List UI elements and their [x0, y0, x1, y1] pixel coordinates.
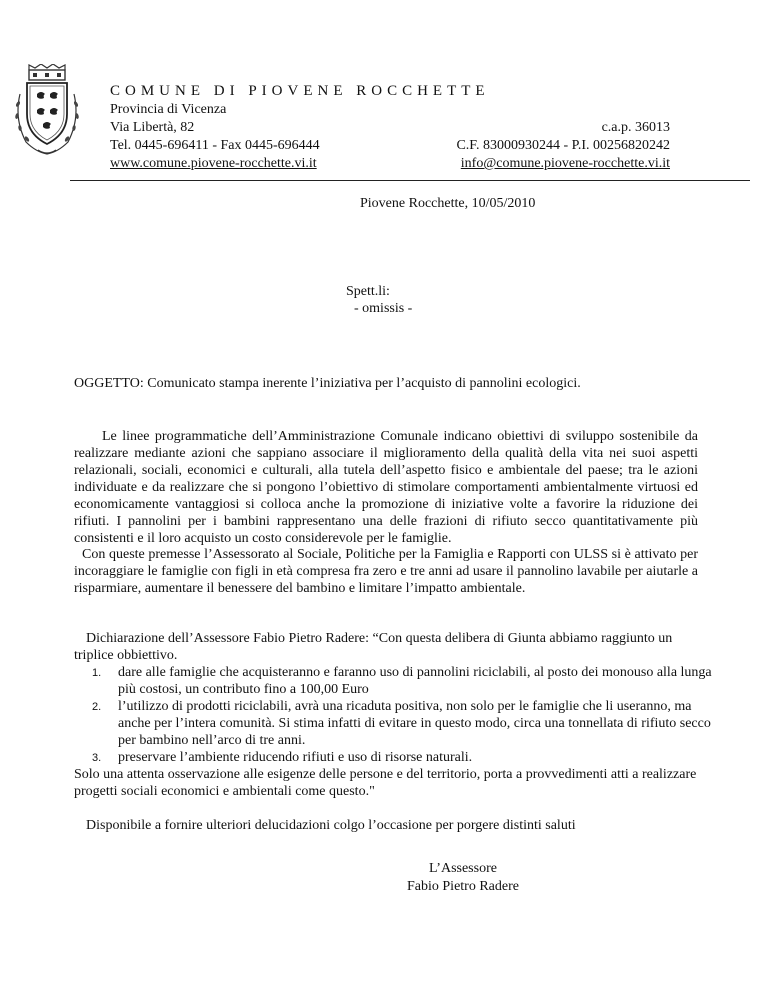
declaration-block [74, 630, 714, 800]
list-item-text: l’utilizzo di prodotti riciclabili, avrà una ricaduta positiva, non solo per le famiglie che li useranno, ma anche per l’intera comunità. Si stima infatti di evitare in questo modo, circa una tonnellata di rifiuto secco per bambino nell’arco di tre anni. [118, 699, 711, 748]
signature-block [398, 860, 528, 896]
province: Provincia di Vicenza [110, 102, 227, 117]
list-item-number: 1. [92, 667, 102, 679]
postal-code: c.a.p. 36013 [601, 120, 670, 135]
declaration-closing: Solo una attenta osservazione alle esigenze delle persone e del territorio, porta a provvedimenti atti a realizzare progetti sociali economici e ambientali come questo." [74, 767, 697, 799]
tax-codes: C.F. 83000930244 - P.I. 00256820242 [456, 138, 670, 153]
recipient-label: Spett.li: [346, 284, 390, 299]
municipality-name: COMUNE DI PIOVENE ROCCHETTE [110, 83, 490, 99]
letterhead-row-1 [110, 101, 670, 119]
closing-greeting: Disponibile a fornire ulteriori delucidazioni colgo l’occasione per porgere distinti saluti [86, 818, 576, 833]
email-link[interactable]: info@comune.piovene-rocchette.vi.it [460, 156, 670, 171]
recipient-name: - omissis - [354, 301, 413, 316]
list-item [74, 698, 714, 749]
list-item-number: 3. [92, 752, 102, 764]
letterhead-row-4 [110, 155, 670, 173]
street-address: Via Libertà, 82 [110, 120, 195, 135]
subject-line: OGGETTO: Comunicato stampa inerente l’iniziativa per l’acquisto di pannolini ecologici. [74, 376, 581, 391]
signatory-role: L’Assessore [429, 861, 497, 876]
letterhead-row-2 [110, 119, 670, 137]
paragraph-2: Con queste premesse l’Assessorato al Sociale, Politiche per la Famiglia e Rapporti con ULSS si è attivato per incoraggiare le famiglie con figli in età compresa fra zero e tre anni ad usare il pannolino lavabile per aiutarle a risparmiare, aumentare il benessere del bambino e limitare l’impatto ambientale. [74, 547, 698, 596]
letterhead-row-3 [110, 137, 670, 155]
municipal-crest-icon [12, 64, 82, 156]
paragraph-1: Le linee programmatiche dell’Amministrazione Comunale indicano obiettivi di sviluppo sostenibile da realizzare mediante azioni che sappiano associare il miglioramento della qualità della vita nei suoi aspetti relazionali, sociali, economici e culturali, alla tutela dell’aspetto fisico e ambientale del paese; tra le azioni individuate e da realizzare che si pongono l’obiettivo di stimolare comportamenti ambientalmente virtuosi ed economicamente vantaggiosi si colloca anche la promozione di iniziative volte a favorire la riduzione dei rifiuti. I pannolini per i bambini rappresentano una delle frazioni di rifiuto secco quantitativamente più consistenti e il loro acquisto un costo considerevole per le famiglie. [74, 429, 698, 546]
list-item [74, 664, 714, 698]
signatory-name: Fabio Pietro Radere [407, 879, 519, 894]
place-date: Piovene Rocchette, 10/05/2010 [360, 196, 536, 211]
list-item-text: dare alle famiglie che acquisteranno e faranno uso di pannolini riciclabili, al posto dei monouso alla lunga più costosi, un contributo fino a 100,00 Euro [118, 665, 712, 697]
objectives-list [74, 664, 714, 766]
list-item-number: 2. [92, 701, 102, 713]
declaration-intro: Dichiarazione dell’Assessore Fabio Pietro Radere: “Con questa delibera di Giunta abbiamo raggiunto un triplice obbiettivo. [74, 631, 673, 663]
header-divider [70, 180, 750, 181]
recipient-block [346, 283, 412, 317]
website-link[interactable]: www.comune.piovene-rocchette.vi.it [110, 156, 317, 171]
list-item [74, 749, 714, 766]
phone-fax: Tel. 0445-696411 - Fax 0445-696444 [110, 138, 320, 153]
letterhead [110, 82, 670, 173]
list-item-text: preservare l’ambiente riducendo rifiuti e uso di risorse naturali. [118, 750, 473, 765]
